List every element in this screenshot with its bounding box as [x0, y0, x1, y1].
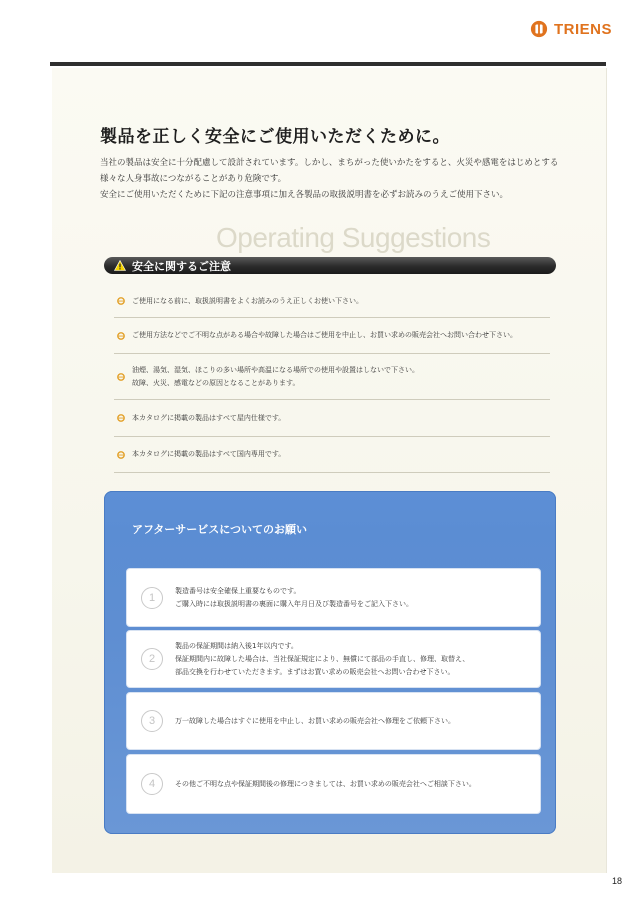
- safety-note-text: 本カタログに掲載の製品はすべて屋内仕様です。: [132, 413, 286, 422]
- top-rule: [50, 62, 606, 66]
- after-service-item: [126, 630, 541, 688]
- page-title: 製品を正しく安全にご使用いただくために。: [100, 127, 450, 147]
- safety-section-title: 安全に関するご注意: [132, 259, 231, 273]
- safety-note: [114, 354, 550, 400]
- after-service-box: [104, 491, 556, 834]
- after-service-title: アフターサービスについてのお願い: [132, 523, 308, 536]
- bullet-icon: [117, 451, 125, 459]
- page-number: 18: [611, 876, 622, 886]
- intro-text: [100, 155, 570, 203]
- item-number: 4: [141, 773, 163, 795]
- item-number: 1: [141, 587, 163, 609]
- item-number: 3: [141, 710, 163, 732]
- item-text: その他ご不明な点や保証期間後の修理につきましては、お買い求めの販売会社へご相談下さい。: [175, 779, 476, 788]
- item-number: 2: [141, 648, 163, 670]
- bullet-icon: [117, 332, 125, 340]
- after-service-item: [126, 568, 541, 627]
- warning-triangle-icon: [114, 260, 126, 271]
- safety-note: [114, 318, 550, 354]
- operating-suggestions-watermark: Operating Suggestions: [216, 222, 491, 253]
- safety-note-text: ご使用になる前に、取扱説明書をよくお読みのうえ正しくお使い下さい。: [132, 296, 363, 305]
- brand-logo: [530, 20, 612, 38]
- triens-logo-icon: [530, 20, 548, 38]
- safety-note-text: 本カタログに掲載の製品はすべて国内専用です。: [132, 450, 286, 458]
- safety-note: [114, 285, 550, 318]
- safety-notes-list: [114, 285, 550, 473]
- after-service-item: [126, 692, 541, 750]
- intro-line: 安全にご使用いただくために下記の注意事項に加え各製品の取扱説明書を必ずお読みのうえご使用下さい。: [100, 190, 509, 200]
- bullet-icon: [117, 414, 125, 422]
- safety-note-text: ご使用方法などでご不明な点がある場合や故障した場合はご使用を中止し、お買い求めの販売会社へお問い合わせ下さい。: [132, 331, 517, 339]
- item-text: 製造番号は安全確保上重要なものです。 ご購入時には取扱説明書の裏面に購入年月日及び製造番号をご記入下さい。: [175, 586, 413, 608]
- after-service-item: [126, 754, 541, 814]
- safety-note: [114, 437, 550, 473]
- safety-note-text: 油煙、湯気、湿気、ほこりの多い場所や高温になる場所での使用や設置はしないで下さい。 故障、火災、感電などの原因となることがあります。: [132, 365, 419, 387]
- brand-name: TRIENS: [553, 20, 612, 38]
- intro-line: 当社の製品は安全に十分配慮して設計されています。しかし、まちがった使いかたをすると、火災や感電をはじめとする: [100, 158, 559, 168]
- safety-note: [114, 400, 550, 437]
- item-text: 万一故障した場合はすぐに使用を中止し、お買い求めの販売会社へ修理をご依頼下さい。: [175, 716, 455, 725]
- intro-line: 様々な人身事故につながることがあり危険です。: [100, 174, 287, 184]
- item-text: 製品の保証期間は納入後1年以内です。 保証期間内に故障した場合は、当社保証規定により、無償にて部品の手直し、修理、取替え、 部品交換を行わせていただきます。まずはお買い求めの販売会社へお問い合わせ下さい。: [175, 641, 470, 676]
- bullet-icon: [117, 297, 125, 305]
- safety-section-header: [104, 257, 556, 274]
- bullet-icon: [117, 373, 125, 381]
